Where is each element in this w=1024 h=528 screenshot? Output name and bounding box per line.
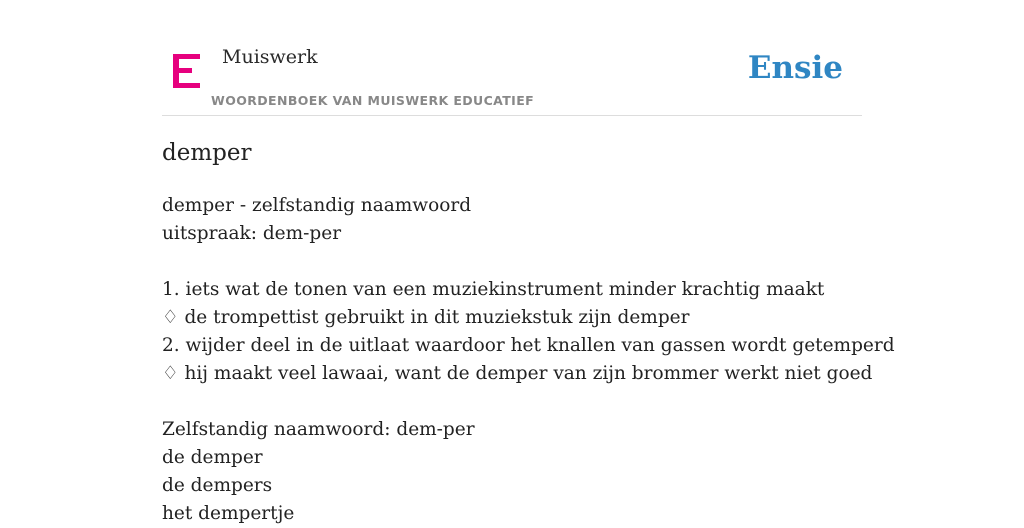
source-name[interactable]: Muiswerk — [222, 46, 318, 68]
definition-line: 1. iets wat de tonen van een muziekinstrument minder krachtig maakt — [162, 279, 825, 300]
definition-line: 2. wijder deel in de uitlaat waardoor het knallen van gassen wordt getemperd — [162, 335, 895, 356]
muiswerk-logo-icon[interactable] — [173, 54, 200, 88]
definition-spacer — [162, 248, 862, 276]
definition-line: het dempertje — [162, 503, 295, 524]
definition-line: de dempers — [162, 475, 273, 496]
definition-line: demper - zelfstandig naamwoord — [162, 195, 472, 216]
definition-line: uitspraak: dem-per — [162, 223, 342, 244]
header-divider — [162, 115, 862, 116]
word-title: demper — [162, 140, 252, 166]
definition-spacer — [162, 388, 862, 416]
definition-line: Zelfstandig naamwoord: dem-per — [162, 419, 475, 440]
definition-line: de demper — [162, 447, 263, 468]
source-subtitle: WOORDENBOEK VAN MUISWERK EDUCATIEF — [211, 93, 535, 108]
definition-body — [162, 192, 895, 528]
ensie-logo[interactable]: Ensie — [747, 50, 843, 86]
example-line: ♢ hij maakt veel lawaai, want de demper van zijn brommer werkt niet goed — [162, 363, 873, 384]
example-line: ♢ de trompettist gebruikt in dit muziekstuk zijn demper — [162, 307, 690, 328]
